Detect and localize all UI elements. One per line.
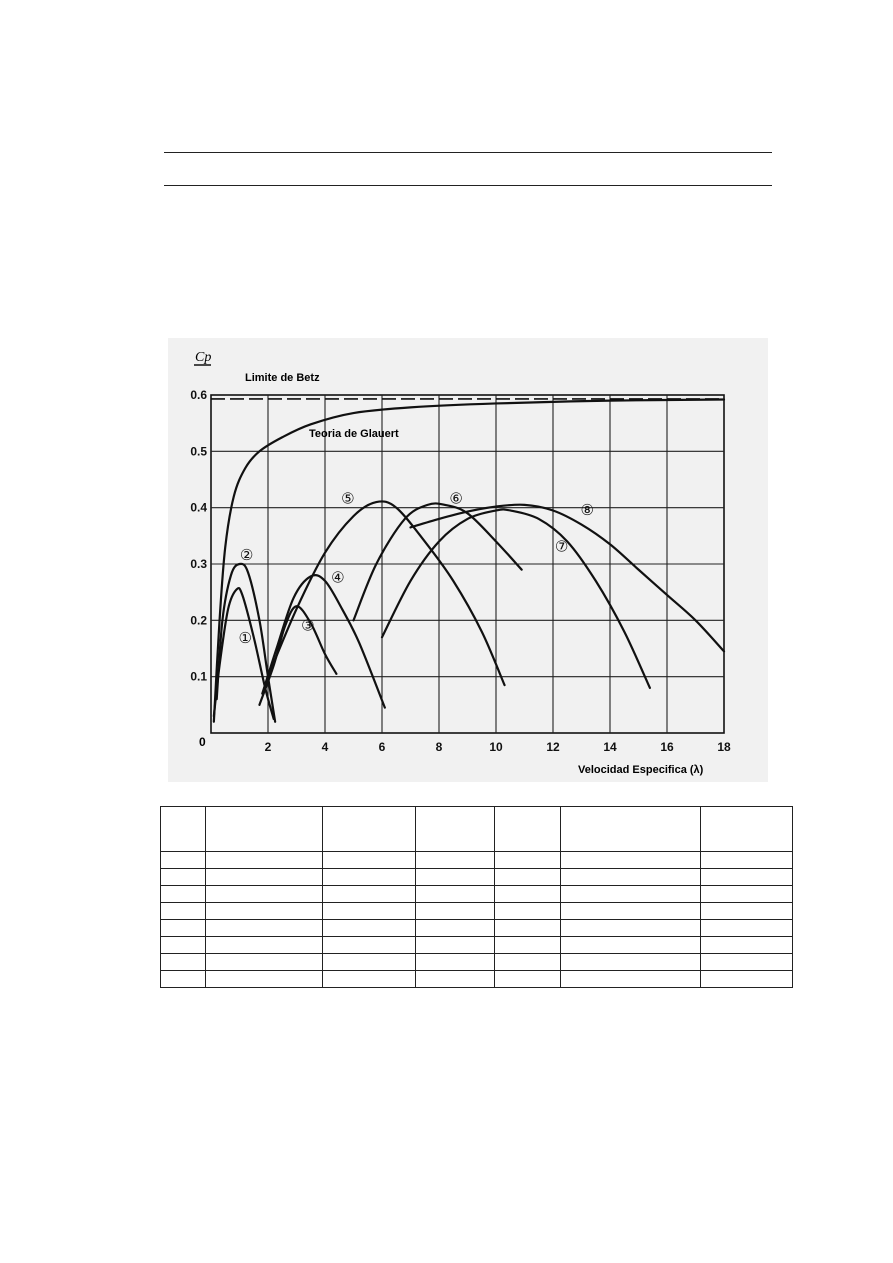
table-cell — [561, 971, 701, 988]
table-cell — [561, 886, 701, 903]
table-cell — [495, 971, 561, 988]
glauert-label: Teoria de Glauert — [309, 428, 399, 440]
top-rule-2 — [164, 185, 772, 186]
table-cell — [206, 903, 323, 920]
table-cell — [561, 852, 701, 869]
series-marker-label: ⑤ — [341, 489, 355, 508]
table-cell — [561, 920, 701, 937]
table-cell — [323, 954, 416, 971]
x-tick-label: 18 — [717, 740, 731, 754]
table-cell — [416, 807, 495, 852]
betz-limit-label: Limite de Betz — [245, 372, 320, 384]
table-cell — [161, 807, 206, 852]
table-cell — [161, 971, 206, 988]
x-tick-label: 12 — [546, 740, 560, 754]
table-cell — [495, 954, 561, 971]
table-cell — [323, 971, 416, 988]
series-curve-5 — [268, 501, 505, 685]
y-axis-label: Cp — [195, 350, 212, 365]
table-row — [161, 937, 793, 954]
top-rule-1 — [164, 152, 772, 153]
table-cell — [701, 852, 793, 869]
x-tick-label: 2 — [264, 740, 272, 754]
table-body — [161, 807, 793, 988]
x-tick-label: 8 — [435, 740, 443, 754]
table-row — [161, 920, 793, 937]
table-cell — [161, 954, 206, 971]
table-cell — [161, 852, 206, 869]
table-cell — [701, 971, 793, 988]
table-cell — [416, 886, 495, 903]
table-cell — [323, 852, 416, 869]
table-cell — [206, 886, 323, 903]
table-cell — [495, 869, 561, 886]
table-cell — [561, 807, 701, 852]
table-cell — [561, 937, 701, 954]
table-cell — [161, 886, 206, 903]
series-marker-label: ⑦ — [554, 537, 569, 556]
table-cell — [416, 920, 495, 937]
table-cell — [206, 920, 323, 937]
x-tick-label: 10 — [489, 740, 503, 754]
table-cell — [323, 807, 416, 852]
x-tick-label: 16 — [660, 740, 674, 754]
table-cell — [161, 869, 206, 886]
table-cell — [416, 852, 495, 869]
table-cell — [161, 920, 206, 937]
table-row — [161, 886, 793, 903]
table-cell — [495, 903, 561, 920]
y-tick-label: 0.1 — [190, 669, 207, 684]
table-cell — [206, 954, 323, 971]
table-cell — [161, 937, 206, 954]
series-marker-label: ③ — [301, 616, 315, 635]
table-cell — [416, 869, 495, 886]
table-cell — [206, 852, 323, 869]
y-tick-label: 0.6 — [190, 388, 207, 402]
table-row — [161, 903, 793, 920]
chart-svg — [168, 338, 768, 782]
series-marker-label: ② — [239, 546, 254, 565]
y-tick-label: 0.4 — [190, 500, 207, 515]
table-cell — [416, 971, 495, 988]
table-cell — [206, 807, 323, 852]
x-tick-label: 4 — [321, 740, 329, 754]
table-cell — [495, 852, 561, 869]
origin-label: 0 — [199, 735, 206, 749]
table-row — [161, 869, 793, 886]
table-cell — [495, 937, 561, 954]
table-cell — [323, 903, 416, 920]
chart-series-group — [214, 400, 724, 722]
series-marker-label: ① — [238, 628, 252, 647]
chart-titles — [194, 350, 704, 776]
table-cell — [416, 937, 495, 954]
series-marker-label: ⑥ — [449, 489, 463, 508]
table-cell — [495, 807, 561, 852]
table-cell — [323, 920, 416, 937]
table-cell — [416, 903, 495, 920]
table-cell — [701, 886, 793, 903]
table-cell — [495, 886, 561, 903]
table-row — [161, 971, 793, 988]
table-row — [161, 852, 793, 869]
table-header-row — [161, 807, 793, 852]
table-cell — [323, 937, 416, 954]
empty-table — [160, 806, 793, 988]
series-curve-8 — [411, 505, 725, 652]
y-tick-label: 0.3 — [190, 557, 207, 571]
table-cell — [206, 937, 323, 954]
x-axis-label: Velocidad Especifica (λ) — [578, 764, 704, 776]
table-row — [161, 954, 793, 971]
table-cell — [701, 954, 793, 971]
x-tick-label: 14 — [603, 740, 617, 754]
table-cell — [561, 903, 701, 920]
table-cell — [561, 954, 701, 971]
table-cell — [206, 971, 323, 988]
table-cell — [701, 903, 793, 920]
cp-lambda-chart — [168, 338, 768, 782]
chart-series-labels — [238, 490, 593, 647]
table-cell — [206, 869, 323, 886]
table-cell — [701, 920, 793, 937]
glauert-curve — [214, 400, 724, 722]
y-tick-label: 0.5 — [190, 444, 207, 459]
table-cell — [323, 869, 416, 886]
table-cell — [701, 937, 793, 954]
table-cell — [701, 807, 793, 852]
series-marker-label: ⑧ — [580, 500, 594, 519]
table-cell — [416, 954, 495, 971]
x-tick-label: 6 — [378, 740, 386, 754]
series-marker-label: ④ — [331, 568, 345, 587]
table-cell — [323, 886, 416, 903]
y-tick-label: 0.2 — [190, 613, 207, 628]
table-cell — [701, 869, 793, 886]
table-cell — [495, 920, 561, 937]
table-cell — [561, 869, 701, 886]
table-cell — [161, 903, 206, 920]
